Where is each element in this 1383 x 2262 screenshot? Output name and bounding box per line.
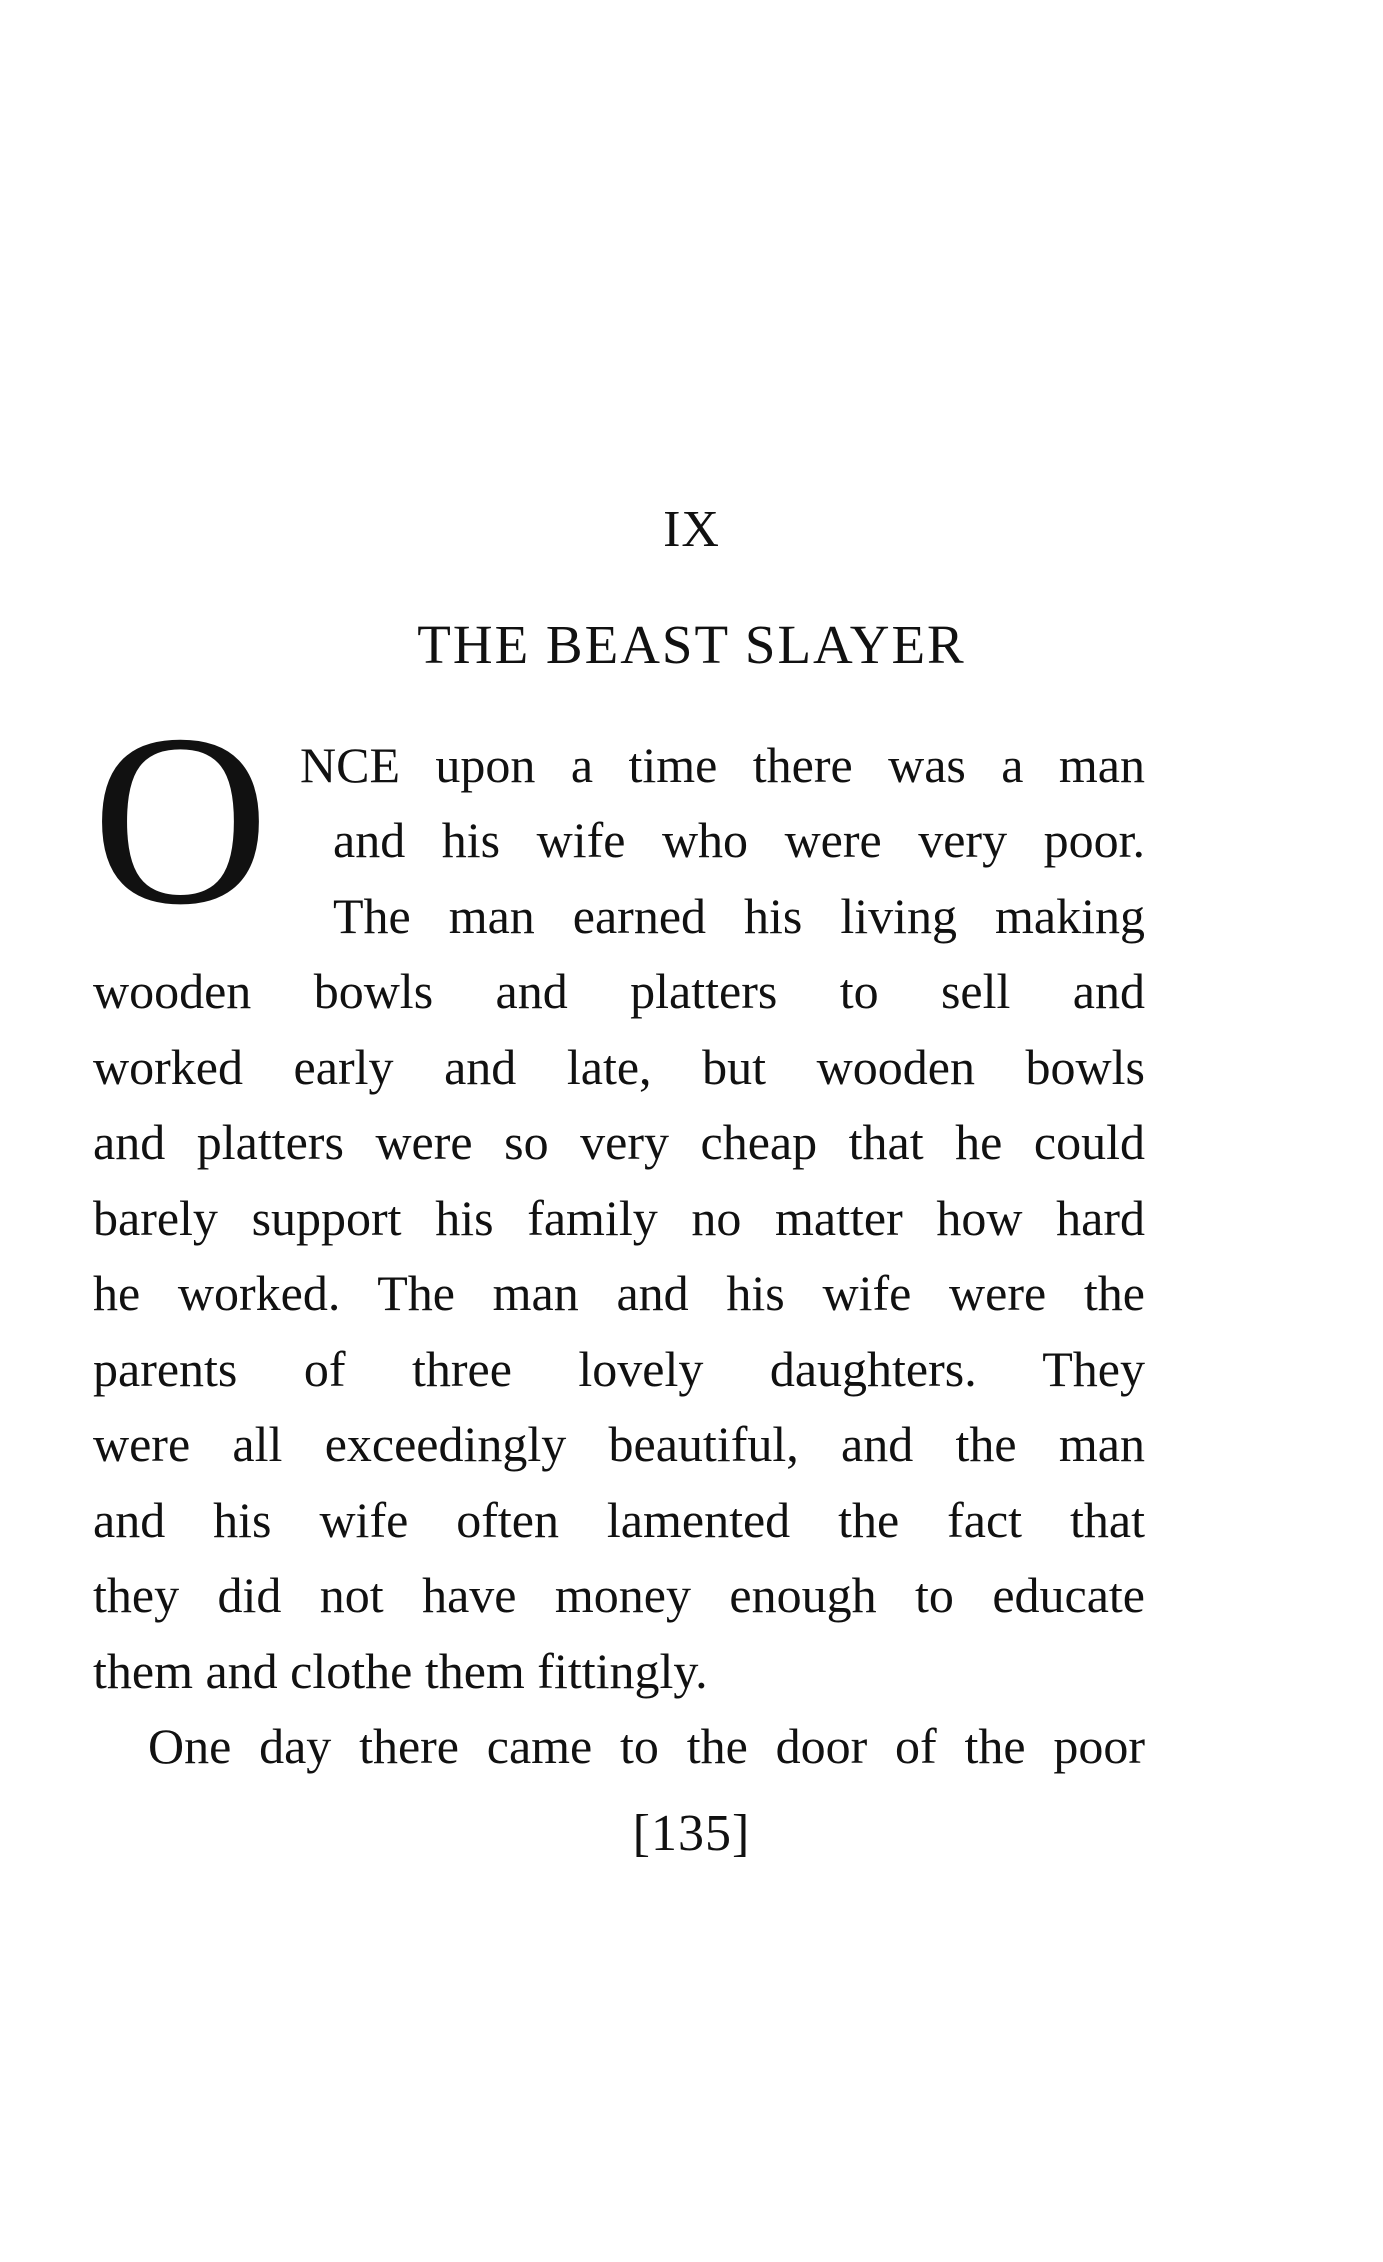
text-line: them and clothe them fittingly.: [93, 1643, 708, 1699]
text-line: he worked. The man and his wife were the: [93, 1265, 1145, 1321]
chapter-title: THE BEAST SLAYER: [417, 614, 966, 675]
text-line: parents of three lovely daughters. They: [93, 1341, 1145, 1397]
text-line: wooden bowls and platters to sell and: [93, 963, 1145, 1019]
drop-cap: O: [92, 684, 269, 955]
chapter-number: IX: [663, 501, 720, 558]
text-line: were all exceedingly beautiful, and the man: [93, 1416, 1145, 1472]
text-line: and his wife who were very poor.: [333, 812, 1145, 868]
page-number: [135]: [632, 1805, 751, 1862]
text-line: NCE upon a time there was a man: [300, 737, 1145, 793]
text-line: One day there came to the door of the poor: [148, 1718, 1145, 1774]
text-line: they did not have money enough to educate: [93, 1567, 1145, 1623]
text-line: worked early and late, but wooden bowls: [93, 1039, 1145, 1095]
text-line: The man earned his living making: [333, 888, 1145, 944]
text-line: and his wife often lamented the fact that: [93, 1492, 1145, 1548]
text-line: barely support his family no matter how hard: [93, 1190, 1145, 1246]
text-line: and platters were so very cheap that he could: [93, 1114, 1145, 1170]
